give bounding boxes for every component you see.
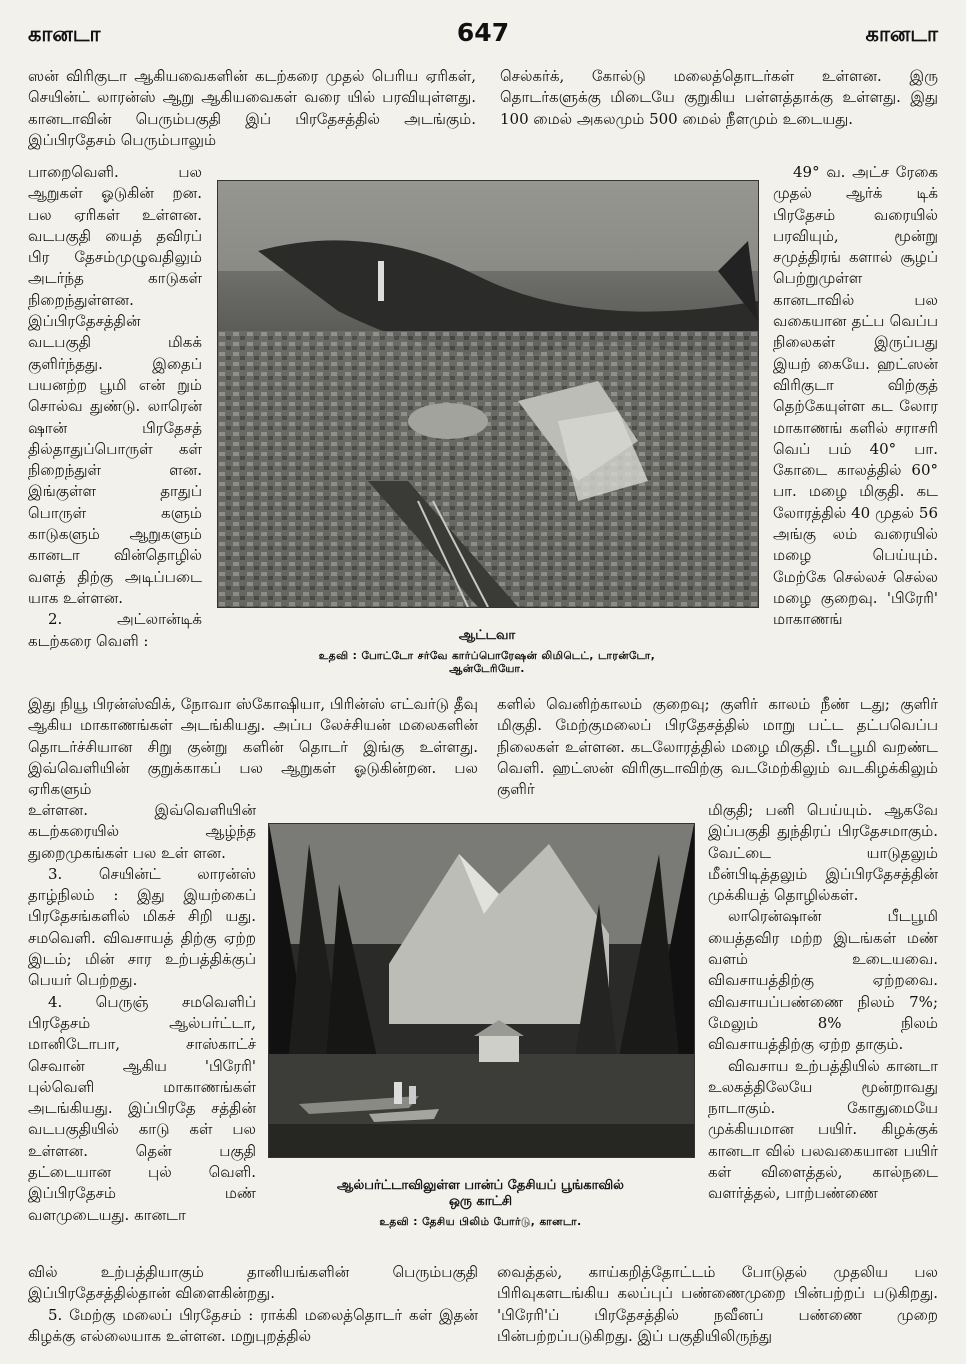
top-right-paragraph: செல்கர்க், கோல்டு மலைத்தொடர்கள் உள்ளன. இரு தொடர்களுக்கு மிடையே குறுகிய பள்ளத்தாக்கு உள்ளது. இது 100 மைல் அகலமும் 500 மைல் நீளமும் உடையது. (500, 67, 938, 128)
right-column-text-2: மிகுதி; பனி பெய்யும். ஆகவே இப்பகுதி துந்திரப் பிரதேசமாகும். வேட்டை யாடுதலும் மீன்பிடித்தலும் இப்பிரதேசத்தின் முக்கியத் தொழில்கள். லாரென்ஷான் பீடபூமி யைத்தவிர மற்ற இடங்கள் மண் வளம் உடையவை. விவசாயத்திற்கு ஏற்றவை. விவசாயப்பண்ணை நிலம் 7%; மேலும் 8% நிலம் விவசாயத்திற்கு ஏற்ற தாகும். விவசாய உற்பத்தியில் கானடா உலகத்திலேயே மூன்றாவது நாடாகும். கோதுமையே முக்கியமான பயிர். கிழக்குக் கானடா வில் பலவகையான பயிர் கள் விளைத்தல், கால்நடை வளர்த்தல், பாற்பண்ணை (708, 801, 938, 1203)
page-number: 647 (456, 18, 510, 47)
top-left-paragraph: ஸன் விரிகுடா ஆகியவைகளின் கடற்கரை முதல் பெரிய ஏரிகள், செயின்ட் லாரன்ஸ் ஆறு ஆகியவைகள் வரை யில் பரவியுள்ளது. கானடாவின் பெரும்பகுதி இப் பிரதேசத்தில் அடங்கும். இப்பிரதேசம் பெரும்பாலும் (28, 67, 476, 149)
ottawa-aerial-photo (217, 180, 759, 608)
section-5-paragraph: 5. மேற்கு மலைப் பிரதேசம் : ராக்கி மலைத்தொடர் கள் இதன் கிழக்கு எல்லையாக உள்ளன. மறுபுறத்தில் (28, 1305, 478, 1345)
ottawa-caption (217, 628, 757, 676)
banff-caption (268, 1178, 693, 1229)
section-3-paragraph: 3. செயின்ட் லாரன்ஸ் தாழ்நிலம் : இது இயற்கைப் பிரதேசங்களில் மிகச் சிறி யது. சமவெளி. விவசாயத் திற்கு ஏற்ற இடம்; மின் சார உற்பத்திக்குப் பெயர் பெற்றது. (28, 864, 256, 990)
running-head-right: கானடா (865, 22, 938, 46)
section-2-heading: 2. அட்லான்டிக் கடற்கரை வெளி : (28, 610, 202, 650)
banff-park-photo (268, 823, 695, 1158)
right-column-text-1: 49° வ. அட்ச ரேகை முதல் ஆர்க் டிக் பிரதேசம் வரையில் பரவியும், மூன்று சமுத்திரங் களால் சூழப் பெற்றுமுள்ள கானடாவில் பல வகையான தட்ப வெப்ப நிலைகள் இருப்பது இயற் கையே. ஹட்ஸன் விரிகுடா விற்குத் தெற்கேயுள்ள கட லோர மாகாணங் களில் சராசரி வெப் பம் 40° பா. கோடை காலத்தில் 60° பா. மழை மிகுதி. கட லோரத்தில் 40 முதல் 56 அங்கு லம் வரையில் மழை பெய்யும். மேற்கே செல்லச் செல்ல மழை குறைவு. 'பிரேரி' மாகாணங் (773, 163, 938, 629)
banff-caption-title-2: ஒரு காட்சி (448, 1194, 513, 1209)
section-4-paragraph: 4. பெருஞ் சமவெளிப் பிரதேசம் ஆல்பர்ட்டா, மானிடோபா, சாஸ்காட்ச் செவான் ஆகிய 'பிரேரி' புல்வெளி மாகாணங்கள் அடங்கியது. இப்பிரதே சத்தின் வடபகுதியில் காடு கள் பல உள்ளன. தென் பகுதி தட்டையான புல் வெளி. இப்பிரதேசம் மண் வளமுடையது. கானடா (28, 992, 256, 1224)
banff-caption-title: ஆல்பர்ட்டாவிலுள்ள பான்ப் தேசியப் பூங்காவில் (337, 1178, 624, 1193)
ottawa-caption-title: ஆட்டவா (458, 628, 516, 643)
left-column-text-1: பாறைவெளி. பல ஆறுகள் ஓடுகின் றன. பல ஏரிகள் உள்ளன. வடபகுதி யைத் தவிரப் பிர தேசம்முழுவதிலும் அடர்ந்த காடுகள் நிறைந்துள்ளன. இப்பிரதேசத்தின் வடபகுதி மிகக் குளிர்ந்தது. இதைப் பயனற்ற பூமி என் றும் சொல்வ துண்டு. லாரென் ஷான் பிரதேசத் தில்தாதுப்பொருள் கள் நிறைந்துள் ளன. இங்குள்ள தாதுப் பொருள் களும் காடுகளும் ஆறுகளும் கானடா வின்தொழில் வளத் திற்கு அடிப்படை யாக உள்ளன. 2. அட்லான்டிக் கடற்கரை வெளி : (28, 162, 202, 652)
running-head-left: கானடா (28, 22, 101, 46)
ottawa-caption-credit: உதவி : போட்டோ சர்வே கார்ப்பொரேஷன் லிமிடெட், டாரன்டோ, (318, 650, 656, 662)
bottom-left-paragraph: வில் உற்பத்தியாகும் தானியங்களின் பெரும்பகுதி இப்பிரதேசத்தில்தான் விளைகின்றது. 5. மேற்கு மலைப் பிரதேசம் : ராக்கி மலைத்தொடர் கள் இதன் கிழக்கு எல்லையாக உள்ளன. மறுபுறத்தில் (28, 1262, 478, 1347)
left-column-text-2: உள்ளன. இவ்வெளியின் கடற்கரையில் ஆழ்ந்த துறைமுகங்கள் பல உள் ளன. 3. செயின்ட் லாரன்ஸ் தாழ்நிலம் : இது இயற்கைப் பிரதேசங்களில் மிகச் சிறி யது. சமவெளி. விவசாயத் திற்கு ஏற்ற இடம்; மின் சார உற்பத்திக்குப் பெயர் பெற்றது. 4. பெருஞ் சமவெளிப் பிரதேசம் ஆல்பர்ட்டா, மானிடோபா, சாஸ்காட்ச் செவான் ஆகிய 'பிரேரி' புல்வெளி மாகாணங்கள் அடங்கியது. இப்பிரதே சத்தின் வடபகுதியில் காடு கள் பல உள்ளன. தென் பகுதி தட்டையான புல் வெளி. இப்பிரதேசம் மண் வளமுடையது. கானடா (28, 800, 256, 1226)
bottom-right-paragraph: வைத்தல், காய்கறித்தோட்டம் போடுதல் முதலிய பல பிரிவுகளடங்கிய கலப்புப் பண்ணைமுறை பின்பற்றப் படுகிறது. 'பிரேரி'ப் பிரதேசத்தில் நவீனப் பண்ணை முறை பின்பற்றப்படுகிறது. இப் பகுதியிலிருந்து (497, 1263, 938, 1345)
mid-left-paragraph: இது நியூ பிரன்ஸ்விக், நோவா ஸ்கோஷியா, பிரின்ஸ் எட்வர்டு தீவு ஆகிய மாகாணங்கள் அடங்கியது. அப்ப லேச்சியன் மலைகளின் தொடர்ச்சியான சிறு குன்று களின் தொடர் இங்கு உள்ளது. இவ்வெளியின் குறுக்காகப் பல ஆறுகள் ஓடுகின்றன. பல ஏரிகளும் (28, 695, 478, 799)
ottawa-caption-credit-2: ஆன்டேரியோ. (449, 663, 525, 675)
mid-right-paragraph: களில் வெனிற்காலம் குறைவு; குளிர் காலம் நீண் டது; குளிர் மிகுதி. மேற்குமலைப் பிரதேசத்தில் மாறு பட்ட தட்பவெப்ப நிலைகள் உள்ளன. கடலோரத்தில் மழை மிகுதி. பீடபூமி வறண்ட வெளி. ஹட்ஸன் விரிகுடாவிற்கு வடமேற்கிலும் வடகிழக்கிலும் குளிர் (497, 695, 938, 799)
banff-caption-credit: உதவி : தேசிய பிலிம் போர்டு, கானடா. (379, 1216, 582, 1228)
